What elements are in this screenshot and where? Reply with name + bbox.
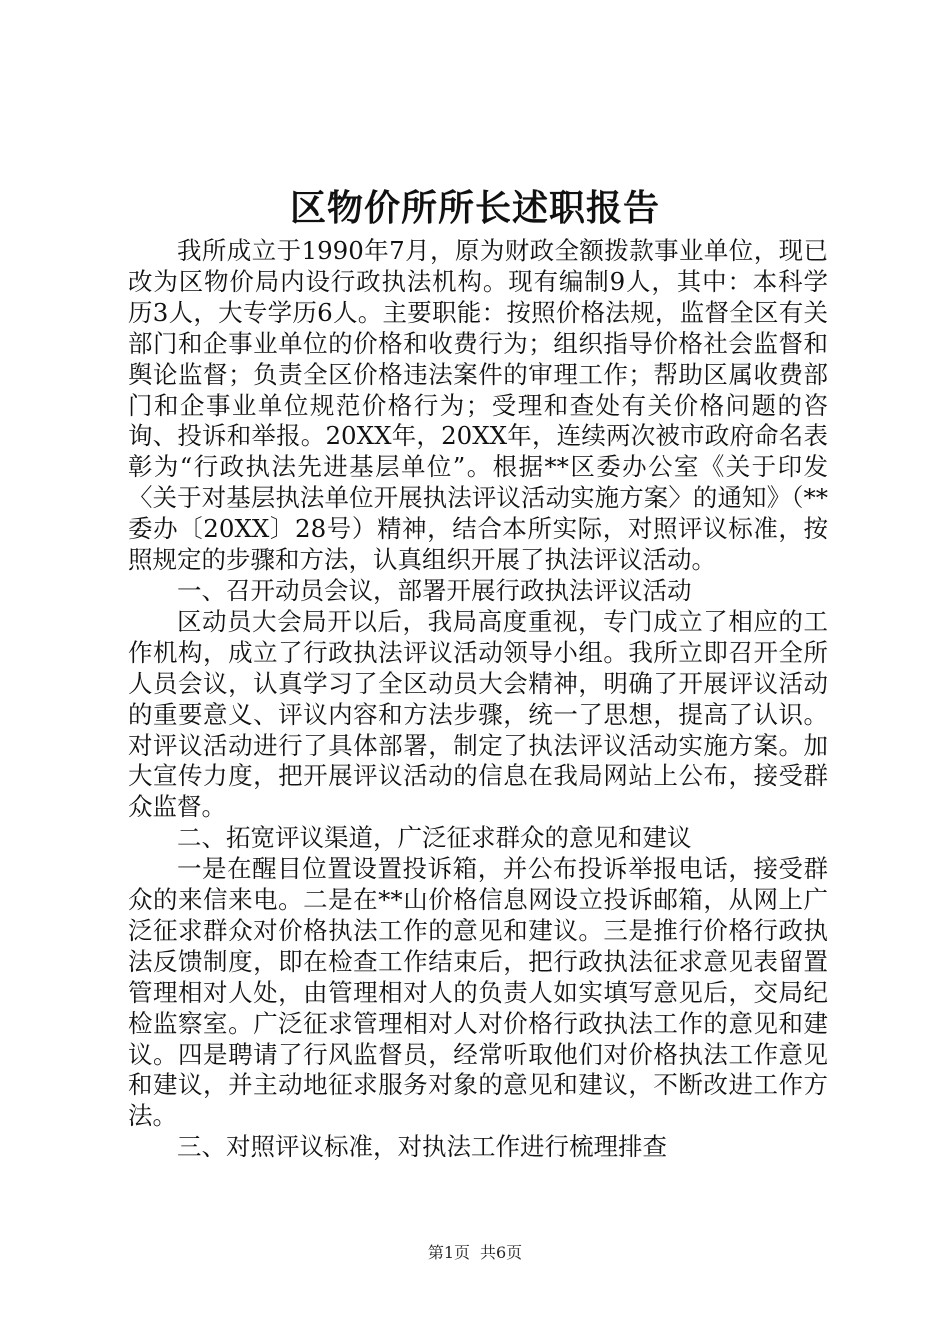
page-number: 第1页 [427,1243,470,1262]
section-heading-1: 一、召开动员会议，部署开展行政执法评议活动 [177,575,692,605]
paragraph-intro: 我所成立于1990年7月，原为财政全额拨款事业单位，现已改为区物价局内设行政执法机构。现有编制9人，其中：本科学历3人，大专学历6人。主要职能：按照价格法规，监督全区有关部门和企事业单位的价格和收费行为；组织指导价格社会监督和舆论监督；负责全区价格违法案件的审理工作；帮助区属收费部门和企事业单位规范价格行为；受理和查处有关价格问题的咨询、投诉和举报。20XX年，20XX年，连续两次被市政府命名表彰为“行政执法先进基层单位”。根据**区委办公室《关于印发〈关于对基层执法单位开展执法评议活动实施方案〉的通知》（**委办〔20XX〕28号）精神，结合本所实际，对照评议标准，按照规定的步骤和方法，认真组织开展了执法评议活动。 [128,236,828,575]
document-title: 区物价所所长述职报告 [289,187,660,229]
section-heading-3: 三、对照评议标准，对执法工作进行梳理排查 [177,1132,667,1162]
paragraph-section-2: 一是在醒目位置设置投诉箱，并公布投诉举报电话，接受群众的来信来电。二是在**山价格信息网设立投诉邮箱，从网上广泛征求群众对价格执法工作的意见和建议。三是推行价格行政执法反馈制度，即在检查工作结束后，把行政执法征求意见表留置管理相对人处，由管理相对人的负责人如实填写意见后，交局纪检监察室。广泛征求管理相对人对价格行政执法工作的意见和建议。四是聘请了行风监督员，经常听取他们对价格执法工作意见和建议，并主动地征求服务对象的意见和建议，不断改进工作方法。 [128,854,828,1131]
document-body [128,236,828,1163]
section-heading-2: 二、拓宽评议渠道，广泛征求群众的意见和建议 [177,823,692,853]
page-footer [0,1242,950,1264]
paragraph-section-1: 区动员大会局开以后，我局高度重视，专门成立了相应的工作机构，成立了行政执法评议活动领导小组。我所立即召开全所人员会议，认真学习了全区动员大会精神，明确了开展评议活动的重要意义、评议内容和方法步骤，统一了思想，提高了认识。对评议活动进行了具体部署，制定了执法评议活动实施方案。加大宣传力度，把开展评议活动的信息在我局网站上公布，接受群众监督。 [128,606,828,822]
page-total: 共6页 [480,1243,523,1262]
